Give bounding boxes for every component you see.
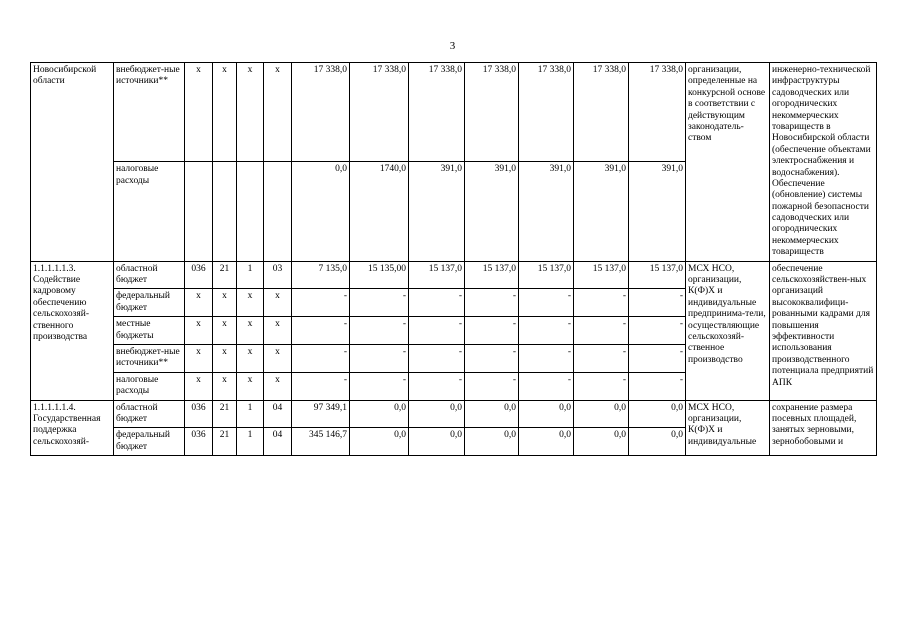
budget-code: x bbox=[213, 372, 237, 400]
amount-cell: - bbox=[350, 317, 409, 345]
amount-cell: 345 146,7 bbox=[292, 428, 350, 456]
amount-cell: - bbox=[574, 372, 629, 400]
amount-cell: 0,0 bbox=[629, 428, 686, 456]
amount-cell: - bbox=[574, 344, 629, 372]
amount-cell: 391,0 bbox=[519, 162, 574, 261]
budget-code bbox=[185, 162, 213, 261]
budget-code: x bbox=[213, 344, 237, 372]
amount-cell: 17 338,0 bbox=[350, 63, 409, 162]
budget-code: x bbox=[237, 372, 264, 400]
amount-cell: 391,0 bbox=[465, 162, 519, 261]
amount-cell: 0,0 bbox=[574, 428, 629, 456]
amount-cell: 391,0 bbox=[409, 162, 465, 261]
amount-cell: 391,0 bbox=[629, 162, 686, 261]
budget-code: 1 bbox=[237, 428, 264, 456]
amount-cell: - bbox=[465, 317, 519, 345]
budget-code: 036 bbox=[185, 400, 213, 428]
budget-code: 1 bbox=[237, 261, 264, 289]
expected-result: сохранение размера посевных площадей, занятых зерновыми, зернобобовыми и bbox=[770, 400, 877, 456]
budget-code: 21 bbox=[213, 261, 237, 289]
amount-cell: 1740,0 bbox=[350, 162, 409, 261]
budget-code: 03 bbox=[264, 261, 292, 289]
budget-code: x bbox=[213, 63, 237, 162]
amount-cell: - bbox=[629, 344, 686, 372]
amount-cell: 17 338,0 bbox=[574, 63, 629, 162]
budget-code: x bbox=[264, 289, 292, 317]
amount-cell: - bbox=[292, 344, 350, 372]
budget-code: x bbox=[264, 63, 292, 162]
budget-code: x bbox=[237, 289, 264, 317]
amount-cell: 17 338,0 bbox=[409, 63, 465, 162]
budget-code: x bbox=[185, 372, 213, 400]
measure-name: 1.1.1.1.1.3. Содействие кадровому обеспечению сельскохозяй-ственного производства bbox=[31, 261, 114, 400]
budget-code: x bbox=[213, 289, 237, 317]
funding-source: налоговые расходы bbox=[114, 372, 185, 400]
amount-cell: - bbox=[409, 344, 465, 372]
amount-cell: 15 135,00 bbox=[350, 261, 409, 289]
table-row bbox=[31, 63, 877, 162]
budget-code bbox=[213, 162, 237, 261]
amount-cell: 97 349,1 bbox=[292, 400, 350, 428]
budget-code: x bbox=[213, 317, 237, 345]
expected-result: инженерно-технической инфраструктуры садоводческих или огороднических некоммерческих товариществ в Новосибирской области (обеспечение объектами электроснабжения и водоснабжения). Обеспечение (обновление) системы пожарной безопасности садоводческих или огороднических некоммерческих товариществ bbox=[770, 63, 877, 262]
amount-cell: - bbox=[465, 372, 519, 400]
budget-code: x bbox=[264, 372, 292, 400]
amount-cell: - bbox=[574, 289, 629, 317]
amount-cell: 15 137,0 bbox=[465, 261, 519, 289]
amount-cell: - bbox=[409, 317, 465, 345]
amount-cell: - bbox=[629, 372, 686, 400]
budget-code bbox=[237, 162, 264, 261]
amount-cell: 15 137,0 bbox=[409, 261, 465, 289]
performer: МСХ НСО, организации, К(Ф)Х и индивидуальные предпринима-тели, осуществляющие сельскохозяй-ственное производство bbox=[686, 261, 770, 400]
performer: организации, определенные на конкурсной основе в соответствии с действующим законодатель-ством bbox=[686, 63, 770, 262]
amount-cell: - bbox=[465, 344, 519, 372]
amount-cell: - bbox=[465, 289, 519, 317]
budget-code: x bbox=[185, 63, 213, 162]
amount-cell: 17 338,0 bbox=[519, 63, 574, 162]
funding-source: внебюджет-ные источники** bbox=[114, 344, 185, 372]
amount-cell: 0,0 bbox=[292, 162, 350, 261]
funding-source: областной бюджет bbox=[114, 400, 185, 428]
amount-cell: 15 137,0 bbox=[574, 261, 629, 289]
amount-cell: 0,0 bbox=[350, 428, 409, 456]
budget-code: x bbox=[237, 317, 264, 345]
amount-cell: - bbox=[629, 289, 686, 317]
amount-cell: - bbox=[350, 372, 409, 400]
amount-cell: - bbox=[629, 317, 686, 345]
budget-code: x bbox=[237, 63, 264, 162]
amount-cell: 0,0 bbox=[629, 400, 686, 428]
amount-cell: - bbox=[519, 344, 574, 372]
budget-code: x bbox=[185, 317, 213, 345]
amount-cell: - bbox=[292, 289, 350, 317]
budget-code: 04 bbox=[264, 400, 292, 428]
amount-cell: - bbox=[350, 289, 409, 317]
amount-cell: 0,0 bbox=[409, 428, 465, 456]
funding-source: федеральный бюджет bbox=[114, 428, 185, 456]
amount-cell: 0,0 bbox=[465, 428, 519, 456]
amount-cell: - bbox=[292, 317, 350, 345]
amount-cell: - bbox=[350, 344, 409, 372]
amount-cell: 0,0 bbox=[574, 400, 629, 428]
budget-code: x bbox=[264, 344, 292, 372]
measure-name: Новосибирской области bbox=[31, 63, 114, 262]
budget-code: x bbox=[237, 344, 264, 372]
amount-cell: 17 338,0 bbox=[465, 63, 519, 162]
funding-source: внебюджет-ные источники** bbox=[114, 63, 185, 162]
amount-cell: 0,0 bbox=[350, 400, 409, 428]
amount-cell: 0,0 bbox=[519, 428, 574, 456]
amount-cell: - bbox=[519, 372, 574, 400]
funding-source: федеральный бюджет bbox=[114, 289, 185, 317]
amount-cell: - bbox=[519, 289, 574, 317]
budget-code: x bbox=[185, 289, 213, 317]
amount-cell: 0,0 bbox=[409, 400, 465, 428]
table-row bbox=[31, 400, 877, 428]
budget-code: 21 bbox=[213, 400, 237, 428]
measure-name: 1.1.1.1.1.4. Государственная поддержка сельскохозяй- bbox=[31, 400, 114, 456]
amount-cell: 15 137,0 bbox=[629, 261, 686, 289]
amount-cell: 391,0 bbox=[574, 162, 629, 261]
budget-code: 21 bbox=[213, 428, 237, 456]
budget-code: 036 bbox=[185, 428, 213, 456]
amount-cell: 15 137,0 bbox=[519, 261, 574, 289]
funding-source: налоговые расходы bbox=[114, 162, 185, 261]
funding-source: областной бюджет bbox=[114, 261, 185, 289]
budget-code: 036 bbox=[185, 261, 213, 289]
amount-cell: - bbox=[574, 317, 629, 345]
amount-cell: 17 338,0 bbox=[292, 63, 350, 162]
table-row bbox=[31, 261, 877, 289]
amount-cell: 0,0 bbox=[465, 400, 519, 428]
amount-cell: - bbox=[519, 317, 574, 345]
amount-cell: - bbox=[409, 372, 465, 400]
funding-source: местные бюджеты bbox=[114, 317, 185, 345]
program-table bbox=[30, 62, 877, 456]
budget-code bbox=[264, 162, 292, 261]
budget-code: x bbox=[185, 344, 213, 372]
amount-cell: - bbox=[409, 289, 465, 317]
amount-cell: 17 338,0 bbox=[629, 63, 686, 162]
budget-code: 04 bbox=[264, 428, 292, 456]
budget-code: x bbox=[264, 317, 292, 345]
amount-cell: - bbox=[292, 372, 350, 400]
performer: МСХ НСО, организации, К(Ф)Х и индивидуальные bbox=[686, 400, 770, 456]
page-number: 3 bbox=[449, 40, 456, 52]
budget-code: 1 bbox=[237, 400, 264, 428]
amount-cell: 0,0 bbox=[519, 400, 574, 428]
expected-result: обеспечение сельскохозяйствен-ных организаций высококвалифици-рованными кадрами для повышения эффективности использования производственного потенциала предприятий АПК bbox=[770, 261, 877, 400]
amount-cell: 7 135,0 bbox=[292, 261, 350, 289]
